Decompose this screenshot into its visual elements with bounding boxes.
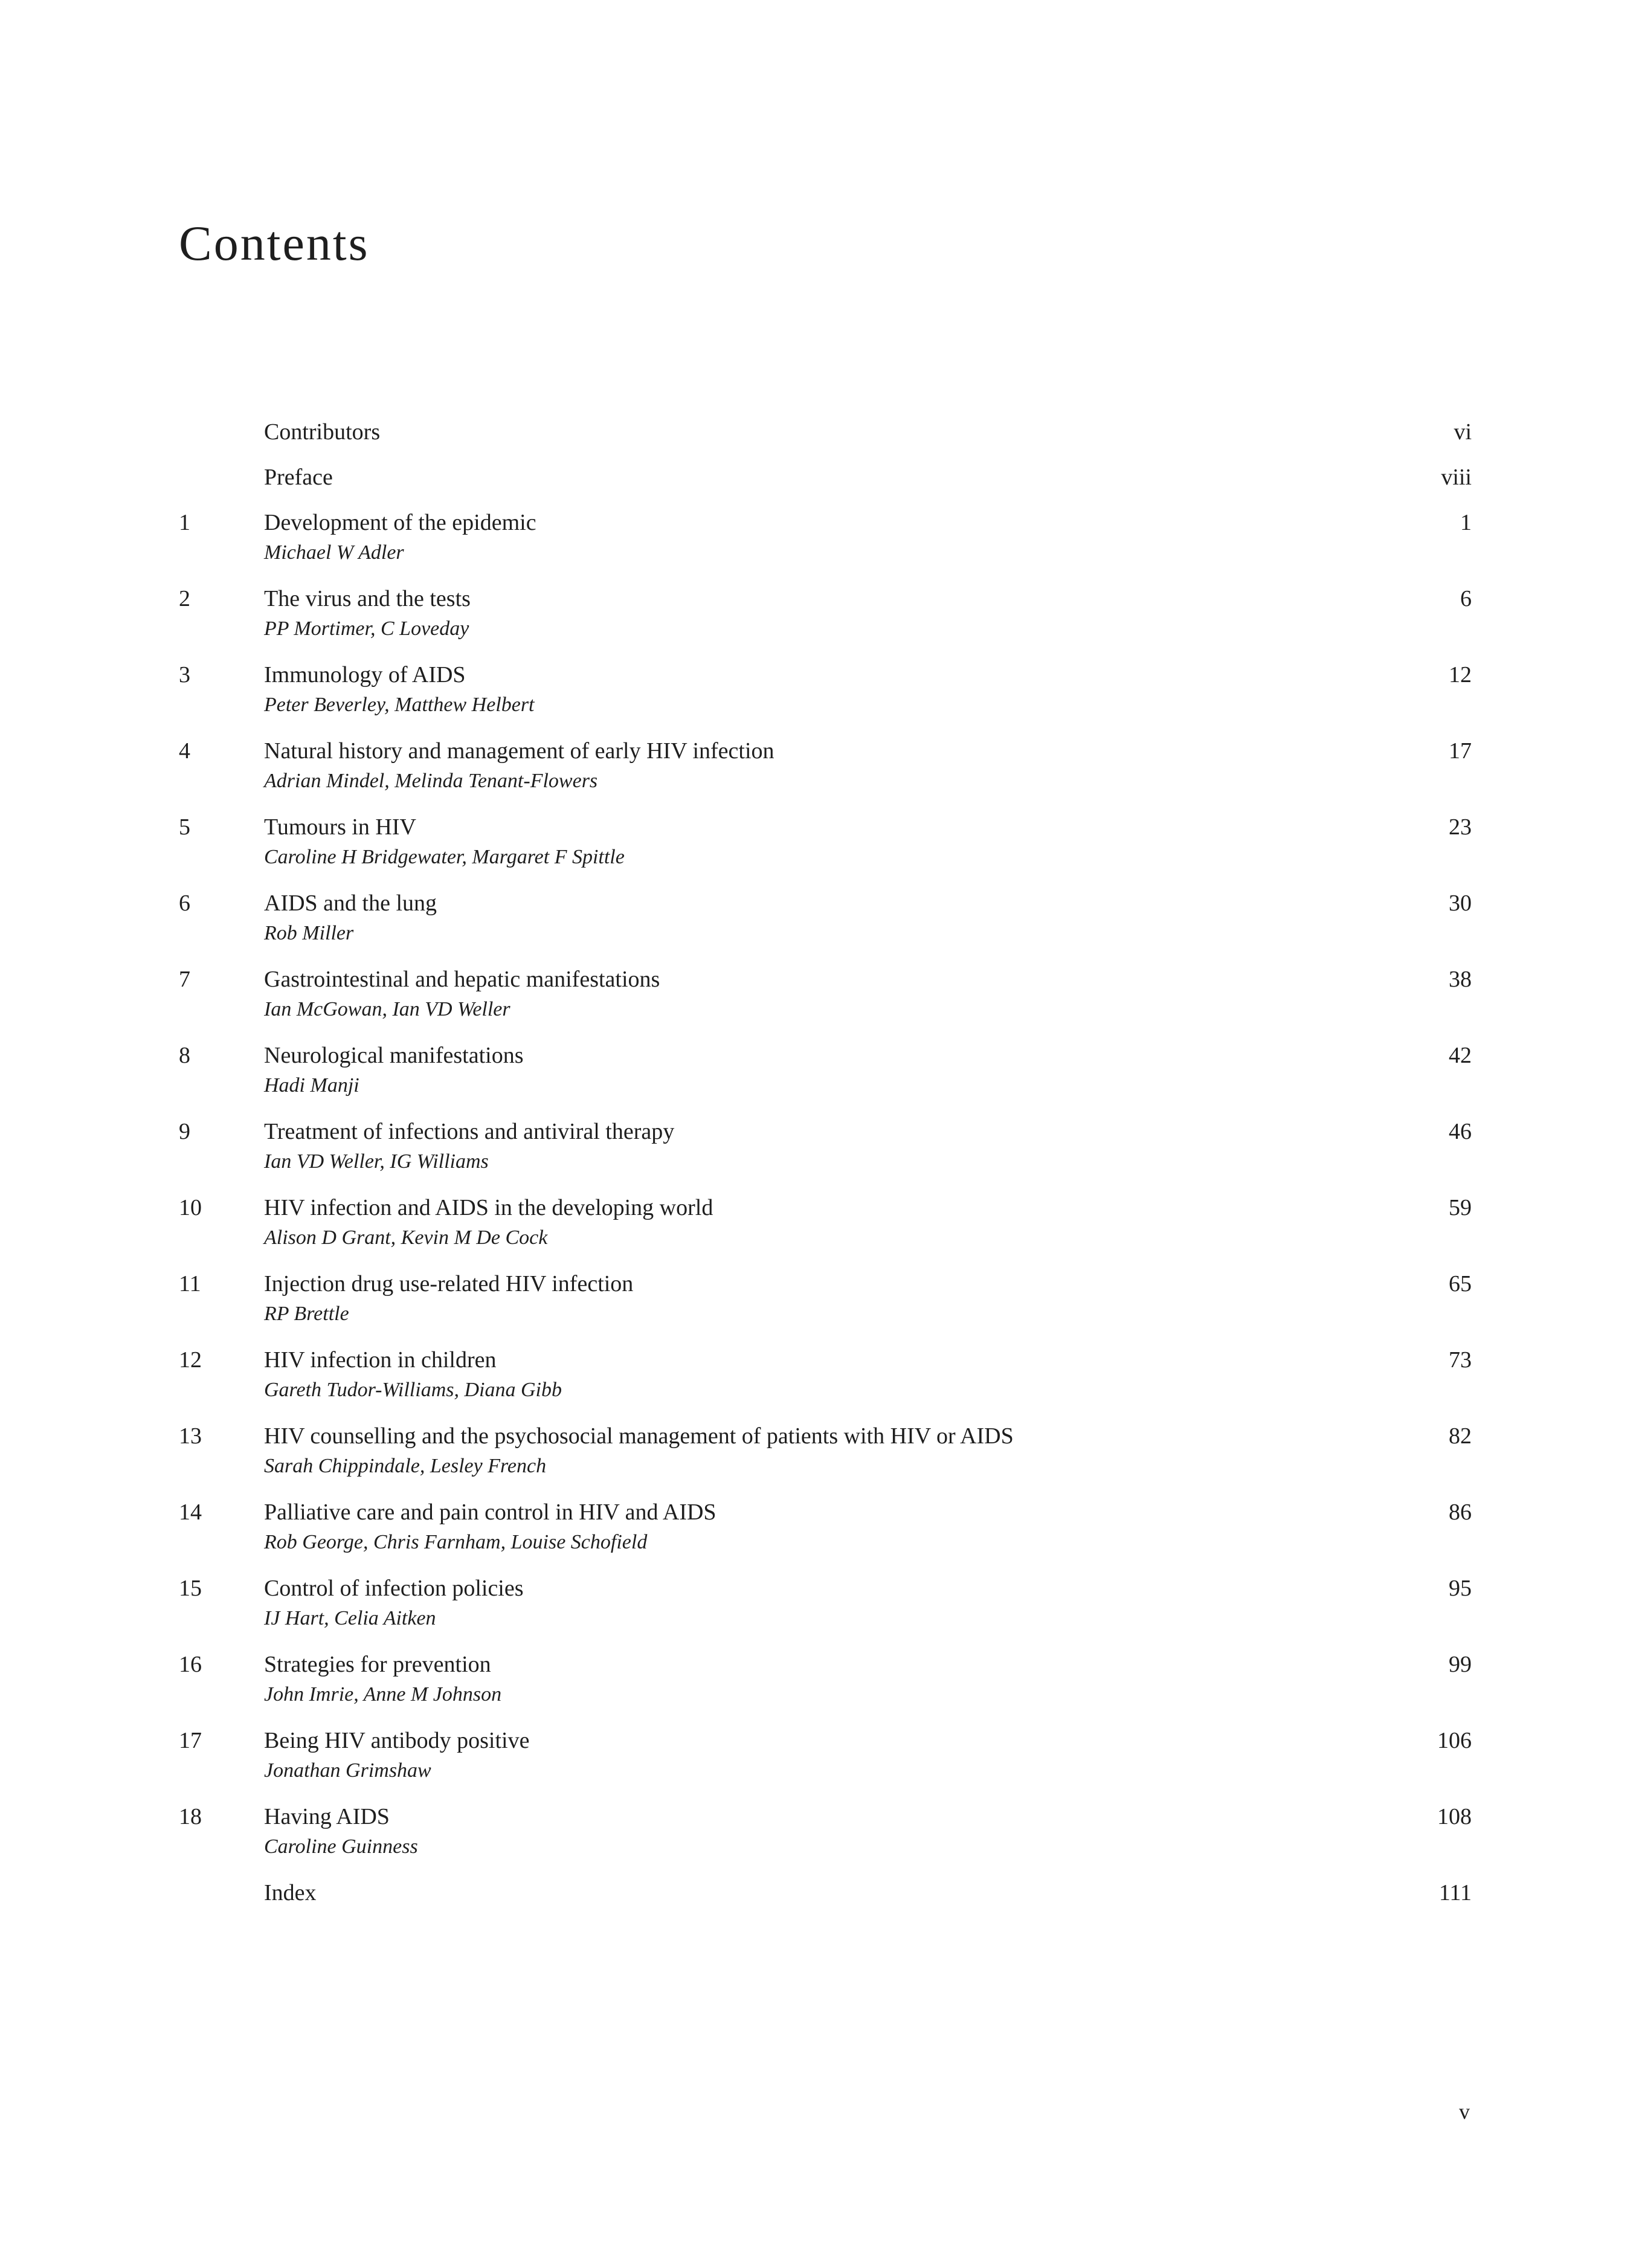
chapter-number: 12 xyxy=(179,1347,202,1373)
chapter-title: Tumours in HIV xyxy=(264,814,416,840)
entry-page-number: 108 xyxy=(1437,1804,1472,1829)
entry-page-number: 95 xyxy=(1449,1576,1472,1601)
chapter-number: 11 xyxy=(179,1271,201,1297)
page-title: Contents xyxy=(179,216,370,271)
chapter-title: Being HIV antibody positive xyxy=(264,1728,530,1753)
chapter-number: 17 xyxy=(179,1728,202,1753)
chapter-title: Development of the epidemic xyxy=(264,510,536,535)
chapter-title: Gastrointestinal and hepatic manifestations xyxy=(264,967,660,992)
chapter-authors: Ian VD Weller, IG Williams xyxy=(264,1150,489,1173)
entry-page-number: 17 xyxy=(1449,738,1472,764)
chapter-number: 15 xyxy=(179,1576,202,1601)
chapter-authors: Rob George, Chris Farnham, Louise Schofield xyxy=(264,1531,648,1553)
chapter-authors: Caroline H Bridgewater, Margaret F Spittle xyxy=(264,846,625,868)
chapter-authors: John Imrie, Anne M Johnson xyxy=(264,1683,502,1706)
entry-page-number: 42 xyxy=(1449,1043,1472,1068)
entry-title: Index xyxy=(264,1880,317,1906)
chapter-authors: Jonathan Grimshaw xyxy=(264,1759,431,1782)
chapter-number: 6 xyxy=(179,891,190,916)
chapter-title: HIV counselling and the psychosocial management of patients with HIV or AIDS xyxy=(264,1423,1014,1449)
entry-title: Preface xyxy=(264,465,333,490)
entry-page-number: 111 xyxy=(1438,1880,1472,1906)
entry-page-number: 73 xyxy=(1449,1347,1472,1373)
chapter-authors: Sarah Chippindale, Lesley French xyxy=(264,1455,547,1477)
entry-page-number: 59 xyxy=(1449,1195,1472,1220)
entry-title: Contributors xyxy=(264,419,381,445)
entry-page-number: 106 xyxy=(1437,1728,1472,1753)
entry-page-number: 1 xyxy=(1460,510,1472,535)
chapter-title: Having AIDS xyxy=(264,1804,390,1829)
entry-page-number: viii xyxy=(1441,465,1472,490)
chapter-title: Palliative care and pain control in HIV and AIDS xyxy=(264,1500,716,1525)
chapter-number: 7 xyxy=(179,967,190,992)
entry-page-number: 23 xyxy=(1449,814,1472,840)
chapter-number: 9 xyxy=(179,1119,190,1144)
entry-page-number: 65 xyxy=(1449,1271,1472,1297)
entry-page-number: 38 xyxy=(1449,967,1472,992)
chapter-title: Treatment of infections and antiviral therapy xyxy=(264,1119,675,1144)
entry-page-number: 86 xyxy=(1449,1500,1472,1525)
chapter-number: 8 xyxy=(179,1043,190,1068)
chapter-number: 1 xyxy=(179,510,190,535)
chapter-authors: RP Brettle xyxy=(264,1303,349,1325)
chapter-number: 4 xyxy=(179,738,190,764)
chapter-title: HIV infection and AIDS in the developing world xyxy=(264,1195,713,1220)
chapter-authors: Alison D Grant, Kevin M De Cock xyxy=(264,1226,548,1249)
chapter-number: 16 xyxy=(179,1652,202,1677)
entry-page-number: 12 xyxy=(1449,662,1472,688)
entry-page-number: 30 xyxy=(1449,891,1472,916)
entry-page-number: 82 xyxy=(1449,1423,1472,1449)
chapter-number: 2 xyxy=(179,586,190,611)
chapter-number: 14 xyxy=(179,1500,202,1525)
chapter-authors: Adrian Mindel, Melinda Tenant-Flowers xyxy=(264,770,598,792)
chapter-authors: Rob Miller xyxy=(264,922,354,944)
chapter-title: Immunology of AIDS xyxy=(264,662,466,688)
chapter-authors: Caroline Guinness xyxy=(264,1835,418,1858)
chapter-title: Strategies for prevention xyxy=(264,1652,491,1677)
chapter-title: Injection drug use-related HIV infection xyxy=(264,1271,634,1297)
chapter-title: Neurological manifestations xyxy=(264,1043,524,1068)
chapter-authors: IJ Hart, Celia Aitken xyxy=(264,1607,436,1629)
chapter-number: 10 xyxy=(179,1195,202,1220)
chapter-title: Control of infection policies xyxy=(264,1576,524,1601)
chapter-title: AIDS and the lung xyxy=(264,891,437,916)
chapter-title: The virus and the tests xyxy=(264,586,471,611)
chapter-number: 18 xyxy=(179,1804,202,1829)
entry-page-number: 99 xyxy=(1449,1652,1472,1677)
chapter-authors: PP Mortimer, C Loveday xyxy=(264,617,469,640)
chapter-title: HIV infection in children xyxy=(264,1347,497,1373)
chapter-authors: Gareth Tudor-Williams, Diana Gibb xyxy=(264,1379,562,1401)
entry-page-number: 46 xyxy=(1449,1119,1472,1144)
chapter-authors: Ian McGowan, Ian VD Weller xyxy=(264,998,510,1020)
chapter-authors: Peter Beverley, Matthew Helbert xyxy=(264,694,535,716)
chapter-number: 13 xyxy=(179,1423,202,1449)
chapter-authors: Hadi Manji xyxy=(264,1074,359,1097)
chapter-number: 3 xyxy=(179,662,190,688)
chapter-number: 5 xyxy=(179,814,190,840)
chapter-authors: Michael W Adler xyxy=(264,541,404,564)
chapter-title: Natural history and management of early HIV infection xyxy=(264,738,774,764)
page-folio: v xyxy=(1459,2099,1470,2124)
entry-page-number: 6 xyxy=(1460,586,1472,611)
entry-page-number: vi xyxy=(1454,419,1472,445)
